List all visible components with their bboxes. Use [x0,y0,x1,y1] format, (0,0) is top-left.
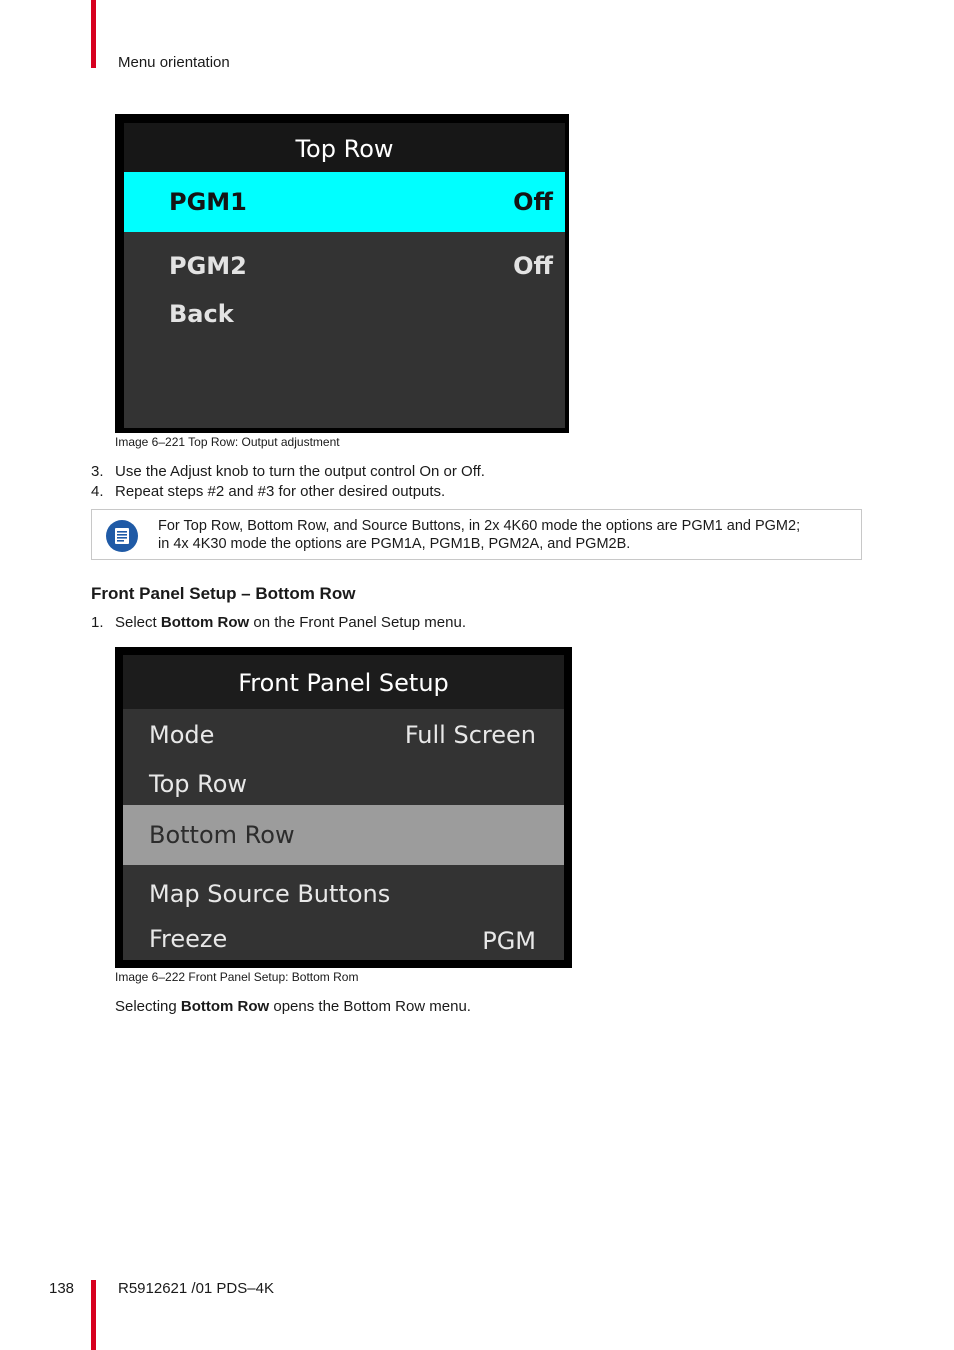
figure-caption: Image 6–221 Top Row: Output adjustment [115,435,340,449]
menu-row-value: Off [513,188,553,216]
header-accent-bar [91,0,96,68]
lcd-header [123,655,564,709]
menu-row-label: Bottom Row [149,821,295,849]
menu-row-top-row[interactable] [123,758,564,808]
menu-row-value: Off [513,252,553,280]
footer-accent-bar [91,1280,96,1350]
menu-row-label: PGM2 [169,252,247,280]
step-number: 4. [91,483,104,500]
step-number: 3. [91,463,104,480]
menu-row-mode[interactable] [123,709,564,759]
menu-row-pgm2[interactable] [124,238,565,288]
menu-row-label: Back [169,300,234,328]
section-header: Menu orientation [118,54,230,71]
menu-row-label: Top Row [149,770,248,798]
menu-row-label: PGM1 [169,188,247,216]
note-text-line1: For Top Row, Bottom Row, and Source Buttons, in 2x 4K60 mode the options are PGM1 and PGM2; [158,518,801,534]
top-row-menu-screen [115,114,569,433]
menu-row-label: Freeze [149,925,228,953]
lcd-panel [124,123,565,428]
menu-row-back[interactable] [124,286,565,336]
step-text: Use the Adjust knob to turn the output control On or Off. [115,463,485,480]
menu-row-value: Full Screen [404,721,536,749]
front-panel-setup-screen [115,647,572,968]
note-box [91,509,862,560]
menu-row-value: PGM [482,927,536,955]
lcd-title: Front Panel Setup [238,669,449,697]
note-text-line2: in 4x 4K30 mode the options are PGM1A, PGM1B, PGM2A, and PGM2B. [158,536,631,552]
menu-row-freeze[interactable] [123,913,564,963]
step-text: Select Bottom Row on the Front Panel Setup menu. [115,614,466,631]
page-number: 138 [49,1280,75,1297]
note-icon [106,520,138,552]
menu-row-pgm1[interactable] [124,172,565,232]
lcd-header [124,123,565,172]
step-number: 1. [91,614,104,631]
menu-row-map-source-buttons[interactable] [123,868,564,918]
lcd-panel [123,655,564,960]
menu-row-label: Mode [149,721,215,749]
step-text: Repeat steps #2 and #3 for other desired outputs. [115,483,446,500]
menu-row-bottom-row[interactable] [123,805,564,865]
body-text: Selecting Bottom Row opens the Bottom Row menu. [115,998,471,1015]
lcd-title: Top Row [295,135,394,163]
menu-row-label: Map Source Buttons [149,880,391,908]
figure-caption: Image 6–222 Front Panel Setup: Bottom Rom [115,970,359,984]
section-heading: Front Panel Setup – Bottom Row [91,584,356,603]
document-id: R5912621 /01 PDS–4K [118,1280,274,1297]
